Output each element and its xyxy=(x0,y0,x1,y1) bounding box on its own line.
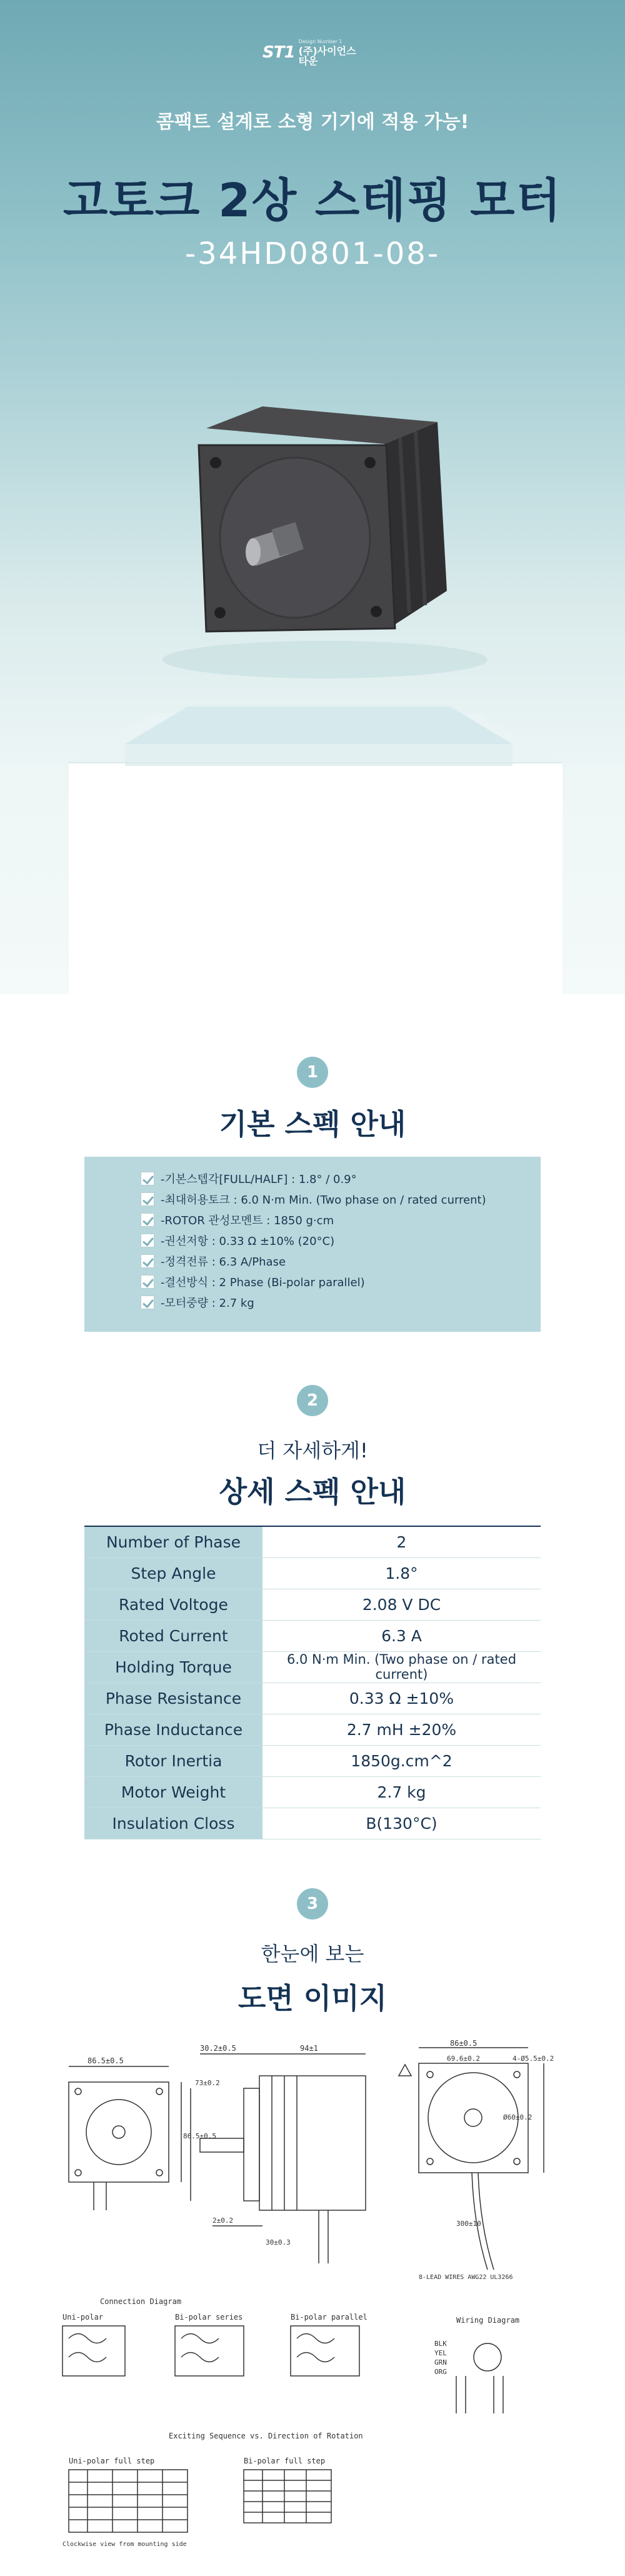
checkmark-icon xyxy=(141,1296,154,1309)
drawing-footnote: Clockwise view from mounting side xyxy=(62,2541,187,2548)
wiring-diagram-title: Wiring Diagram xyxy=(456,2316,520,2325)
stepper-motor xyxy=(162,406,488,678)
table-row: Phase Resistance 0.33 Ω ±10% xyxy=(84,1683,541,1714)
table-row: Roted Current 6.3 A xyxy=(84,1620,541,1651)
wiring-color: ORG xyxy=(434,2368,447,2376)
bi-polar-full-step-label: Bi-polar full step xyxy=(244,2457,326,2465)
motor-on-pedestal-illustration xyxy=(0,375,625,994)
section-1-badge: 1 xyxy=(297,1057,328,1088)
checkmark-icon xyxy=(141,1172,154,1185)
table-row: Number of Phase 2 xyxy=(84,1526,541,1557)
dim-rear-c: 4-Ø5.5±0.2 xyxy=(512,2055,554,2063)
dim-lead: 300±10 xyxy=(456,2220,481,2228)
lead-spec: 8-LEAD WIRES AWG22 UL3266 xyxy=(419,2274,513,2281)
checkmark-icon xyxy=(141,1192,154,1206)
wiring-color: YEL xyxy=(434,2349,447,2357)
table-row: Holding Torque 6.0 N·m Min. (Two phase on / rated current) xyxy=(84,1651,541,1683)
hero-title: 고토크 2상 스테핑 모터 xyxy=(62,174,562,228)
basic-spec-list xyxy=(84,1157,541,1332)
table-row: Insulation Closs B(130°C) xyxy=(84,1808,541,1839)
table-row: Motor Weight 2.7 kg xyxy=(84,1776,541,1808)
spec-item: -ROTOR 관성모멘트 : 1850 g·cm xyxy=(141,1210,541,1229)
technical-drawing xyxy=(56,2038,569,2551)
hero-subtitle: 콤팩트 설계로 소형 기기에 적용 가능! xyxy=(156,111,469,133)
front-view xyxy=(69,2066,181,2210)
logo-company-name: (주)사이언스타운 xyxy=(298,44,356,67)
section-2-title: 상세 스펙 안내 xyxy=(219,1475,406,1509)
dim-front-width: 86.5±0.5 xyxy=(88,2056,124,2065)
section-3-subtitle: 한눈에 보는 xyxy=(261,1942,364,1966)
company-logo xyxy=(262,40,362,65)
table-row: Phase Inductance 2.7 mH ±20% xyxy=(84,1714,541,1745)
section-1-title: 기본 스펙 안내 xyxy=(219,1107,406,1141)
connection-diagram-title: Connection Diagram xyxy=(100,2297,182,2306)
spec-item: -권선저항 : 0.33 Ω ±10% (20°C) xyxy=(141,1231,541,1250)
logo-mark: ST1 xyxy=(262,43,295,62)
hero-banner xyxy=(0,0,625,994)
table-row: Rotor Inertia 1850g.cm^2 xyxy=(84,1745,541,1776)
dim-rear-d: Ø60±0.2 xyxy=(503,2113,532,2121)
dim-side-d: 2±0.2 xyxy=(212,2216,234,2225)
spec-item: -모터중량 : 2.7 kg xyxy=(141,1293,541,1312)
dim-side-b: 94±1 xyxy=(300,2044,318,2053)
dim-rear-b: 69.6±0.2 xyxy=(447,2055,480,2063)
step-tables xyxy=(69,2470,331,2532)
exciting-sequence-title: Exciting Sequence vs. Direction of Rotation xyxy=(169,2432,363,2440)
section-2-subtitle: 더 자세하게! xyxy=(257,1439,368,1462)
dim-side-a: 30.2±0.5 xyxy=(200,2044,236,2053)
table-row: Step Angle 1.8° xyxy=(84,1557,541,1589)
rear-view xyxy=(399,2048,544,2270)
pedestal xyxy=(69,707,562,994)
spec-item: -결선방식 : 2 Phase (Bi-polar parallel) xyxy=(141,1272,541,1291)
checkmark-icon xyxy=(141,1213,154,1227)
logo-tagline: Design Number 1 xyxy=(298,38,342,44)
section-3-badge: 3 xyxy=(297,1888,328,1919)
checkmark-icon xyxy=(141,1275,154,1289)
dim-side-c: 73±0.2 xyxy=(195,2079,220,2087)
label-bi-polar-parallel: Bi-polar parallel xyxy=(291,2313,368,2322)
table-row: Rated Voltoge 2.08 V DC xyxy=(84,1589,541,1620)
label-bi-polar-series: Bi-polar series xyxy=(175,2313,243,2322)
section-3-title: 도면 이미지 xyxy=(238,1981,388,2015)
dim-side-e: 30±0.3 xyxy=(266,2238,291,2246)
spec-item: -기본스텝각[FULL/HALF] : 1.8° / 0.9° xyxy=(141,1169,541,1188)
dim-rear-a: 86±0.5 xyxy=(450,2039,478,2048)
wiring-color: GRN xyxy=(434,2358,447,2367)
dim-front-height: 86.5±0.5 xyxy=(183,2132,216,2140)
spec-item: -정격전류 : 6.3 A/Phase xyxy=(141,1252,541,1270)
wiring-color: BLK xyxy=(434,2340,447,2348)
hero-model-number: -34HD0801-08- xyxy=(184,236,441,271)
spec-item: -최대허용토크 : 6.0 N·m Min. (Two phase on / rated current) xyxy=(141,1190,541,1209)
checkmark-icon xyxy=(141,1234,154,1247)
section-2-badge: 2 xyxy=(297,1385,328,1416)
uni-polar-full-step-label: Uni-polar full step xyxy=(69,2457,155,2465)
label-uni-polar: Uni-polar xyxy=(62,2313,104,2322)
detail-spec-table xyxy=(84,1526,541,1839)
checkmark-icon xyxy=(141,1254,154,1268)
